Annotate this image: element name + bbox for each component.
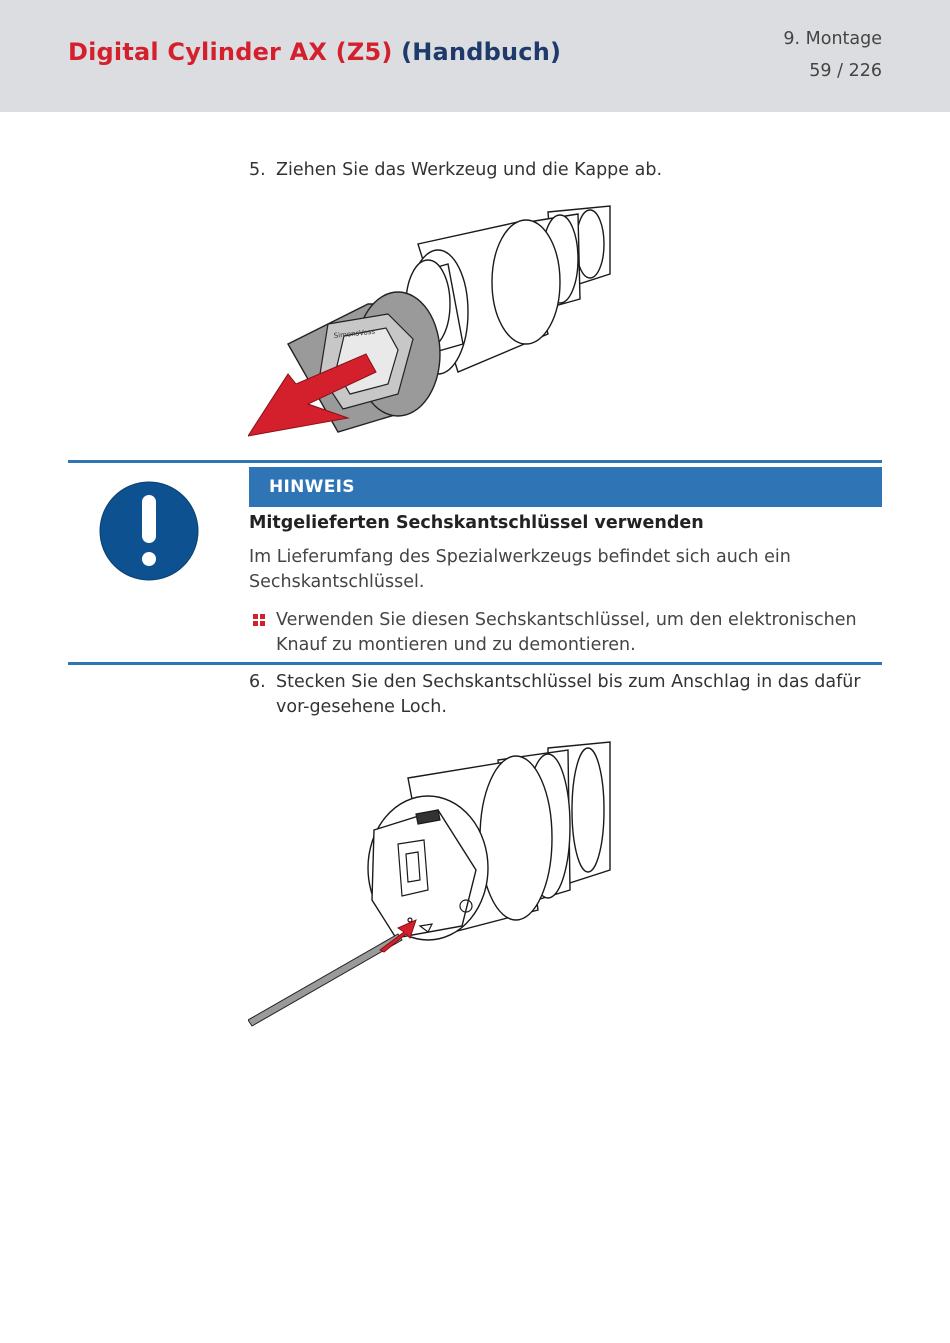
bullet-text: Verwenden Sie diesen Sechskantschlüssel, um den elektronischen Knauf zu montieren und zu demontieren. <box>276 610 857 655</box>
notice-bullet <box>249 608 883 658</box>
document-title <box>68 38 561 66</box>
notice-title: Mitgelieferten Sechskantschlüssel verwenden <box>249 513 704 533</box>
notice-bottom-rule <box>68 662 882 665</box>
step-text: Stecken Sie den Sechskantschlüssel bis zum Anschlag in das dafür vor-gesehene Loch. <box>276 672 861 717</box>
red-square-bullet-icon <box>253 614 265 626</box>
step-number: 6. <box>249 672 266 692</box>
exclamation-icon <box>99 481 199 581</box>
figure-insert-hex-key <box>248 740 614 1028</box>
notice-header-bar <box>249 467 882 507</box>
notice-top-rule <box>68 460 882 463</box>
notice-body: Im Lieferumfang des Spezialwerkzeugs befindet sich auch ein Sechskantschlüssel. <box>249 547 791 592</box>
step-6 <box>249 670 883 720</box>
notice-label: HINWEIS <box>269 477 355 497</box>
chapter-label: 9. Montage <box>783 29 882 49</box>
step-number: 5. <box>249 160 266 180</box>
step-5 <box>249 158 883 183</box>
step-text: Ziehen Sie das Werkzeug und die Kappe ab. <box>276 160 663 180</box>
page-header <box>0 0 950 112</box>
page-number: 59 / 226 <box>809 61 882 81</box>
figure-brand-label: SimonsVoss <box>333 327 376 340</box>
document-type: (Handbuch) <box>401 38 562 66</box>
figure-remove-tool-and-cap <box>248 204 614 440</box>
product-name: Digital Cylinder AX (Z5) <box>68 38 393 66</box>
